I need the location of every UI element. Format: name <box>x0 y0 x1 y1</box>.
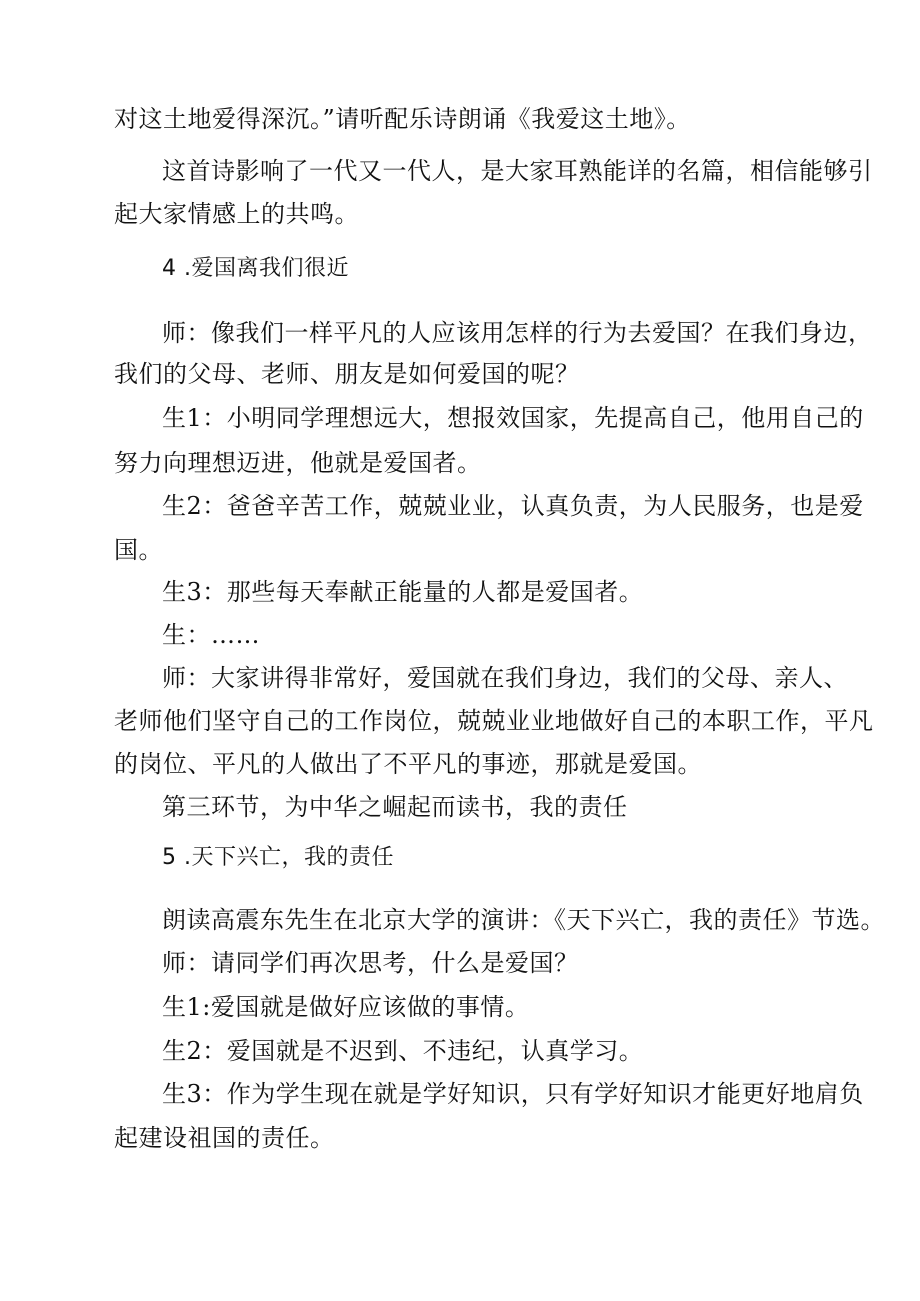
paragraph-line: 这首诗影响了一代又一代人，是大家耳熟能详的名篇，相信能够引 <box>162 157 873 185</box>
paragraph-line: 生1:爱国就是做好应该做的事情。 <box>162 993 530 1021</box>
paragraph-line: 朗读高震东先生在北京大学的演讲：《天下兴亡，我的责任》节选。 <box>162 906 885 934</box>
paragraph-line: 我们的父母、老师、朋友是如何爱国的呢？ <box>114 360 580 388</box>
paragraph-line: 生2：爱国就是不迟到、不违纪，认真学习。 <box>162 1037 644 1065</box>
paragraph-line: 第三环节，为中华之崛起而读书，我的责任 <box>162 793 628 821</box>
paragraph-line: 生3：那些每天奉献正能量的人都是爱国者。 <box>162 578 644 606</box>
paragraph-line: 生1：小明同学理想远大，想报效国家，先提高自己，他用自己的 <box>162 404 864 432</box>
paragraph-line: 生2：爸爸辛苦工作，兢兢业业，认真负责，为人民服务，也是爱 <box>162 492 864 520</box>
paragraph-line: 起建设祖国的责任。 <box>114 1124 335 1152</box>
paragraph-line: 的岗位、平凡的人做出了不平凡的事迹，那就是爱国。 <box>114 750 702 778</box>
paragraph-line: 起大家情感上的共鸣。 <box>114 200 359 228</box>
paragraph-line: 对这土地爱得深沉。”请听配乐诗朗诵《我爱这土地》。 <box>114 105 691 133</box>
section-heading: 5 .天下兴亡，我的责任 <box>162 845 394 870</box>
paragraph-line: 师：请同学们再次思考，什么是爱国？ <box>162 949 579 977</box>
paragraph-line: 老师他们坚守自己的工作岗位，兢兢业业地做好自己的本职工作，平凡 <box>114 707 874 735</box>
paragraph-line: 生3：作为学生现在就是学好知识，只有学好知识才能更好地肩负 <box>162 1080 864 1108</box>
paragraph-line: 努力向理想迈进，他就是爱国者。 <box>114 449 482 477</box>
paragraph-line: 师：大家讲得非常好，爱国就在我们身边，我们的父母、亲人、 <box>162 664 848 692</box>
section-heading: 4 .爱国离我们很近 <box>162 256 349 281</box>
paragraph-line: 国。 <box>114 536 163 564</box>
paragraph-line: 生：…… <box>162 621 260 649</box>
paragraph-line: 师：像我们一样平凡的人应该用怎样的行为去爱国？在我们身边， <box>162 319 873 347</box>
